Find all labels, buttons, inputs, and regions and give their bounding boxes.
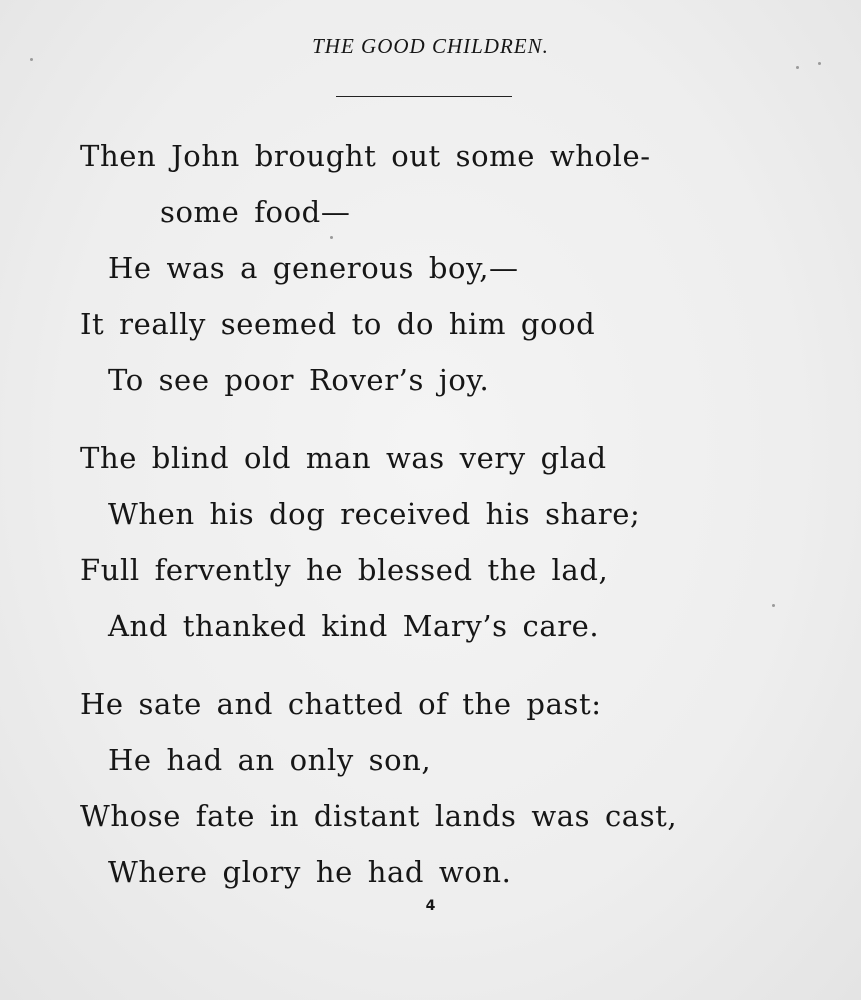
poem-line: He was a generous boy,— (108, 251, 519, 285)
page-number: 4 (425, 898, 436, 914)
paper-speck (30, 58, 33, 61)
poem-line: Where glory he had won. (108, 855, 512, 889)
poem-line: He sate and chatted of the past: (80, 687, 602, 721)
paper-speck (330, 236, 333, 239)
poem-line: He had an only son, (108, 743, 432, 777)
poem-line: Then John brought out some whole- (80, 139, 651, 173)
paper-speck (818, 62, 821, 65)
poem-line: The blind old man was very glad (80, 441, 607, 475)
paper-speck (772, 604, 775, 607)
running-head: THE GOOD CHILDREN. (312, 34, 549, 58)
poem-line: To see poor Rover’s joy. (108, 363, 490, 397)
title-rule (336, 96, 512, 97)
poem-line: And thanked kind Mary’s care. (108, 609, 600, 643)
poem-line: Whose fate in distant lands was cast, (80, 799, 678, 833)
poem-line: some food— (160, 195, 351, 229)
poem-line: Full fervently he blessed the lad, (80, 553, 609, 587)
poem-line: It really seemed to do him good (80, 307, 596, 341)
poem-line: When his dog received his share; (108, 497, 641, 531)
paper-speck (796, 66, 799, 69)
